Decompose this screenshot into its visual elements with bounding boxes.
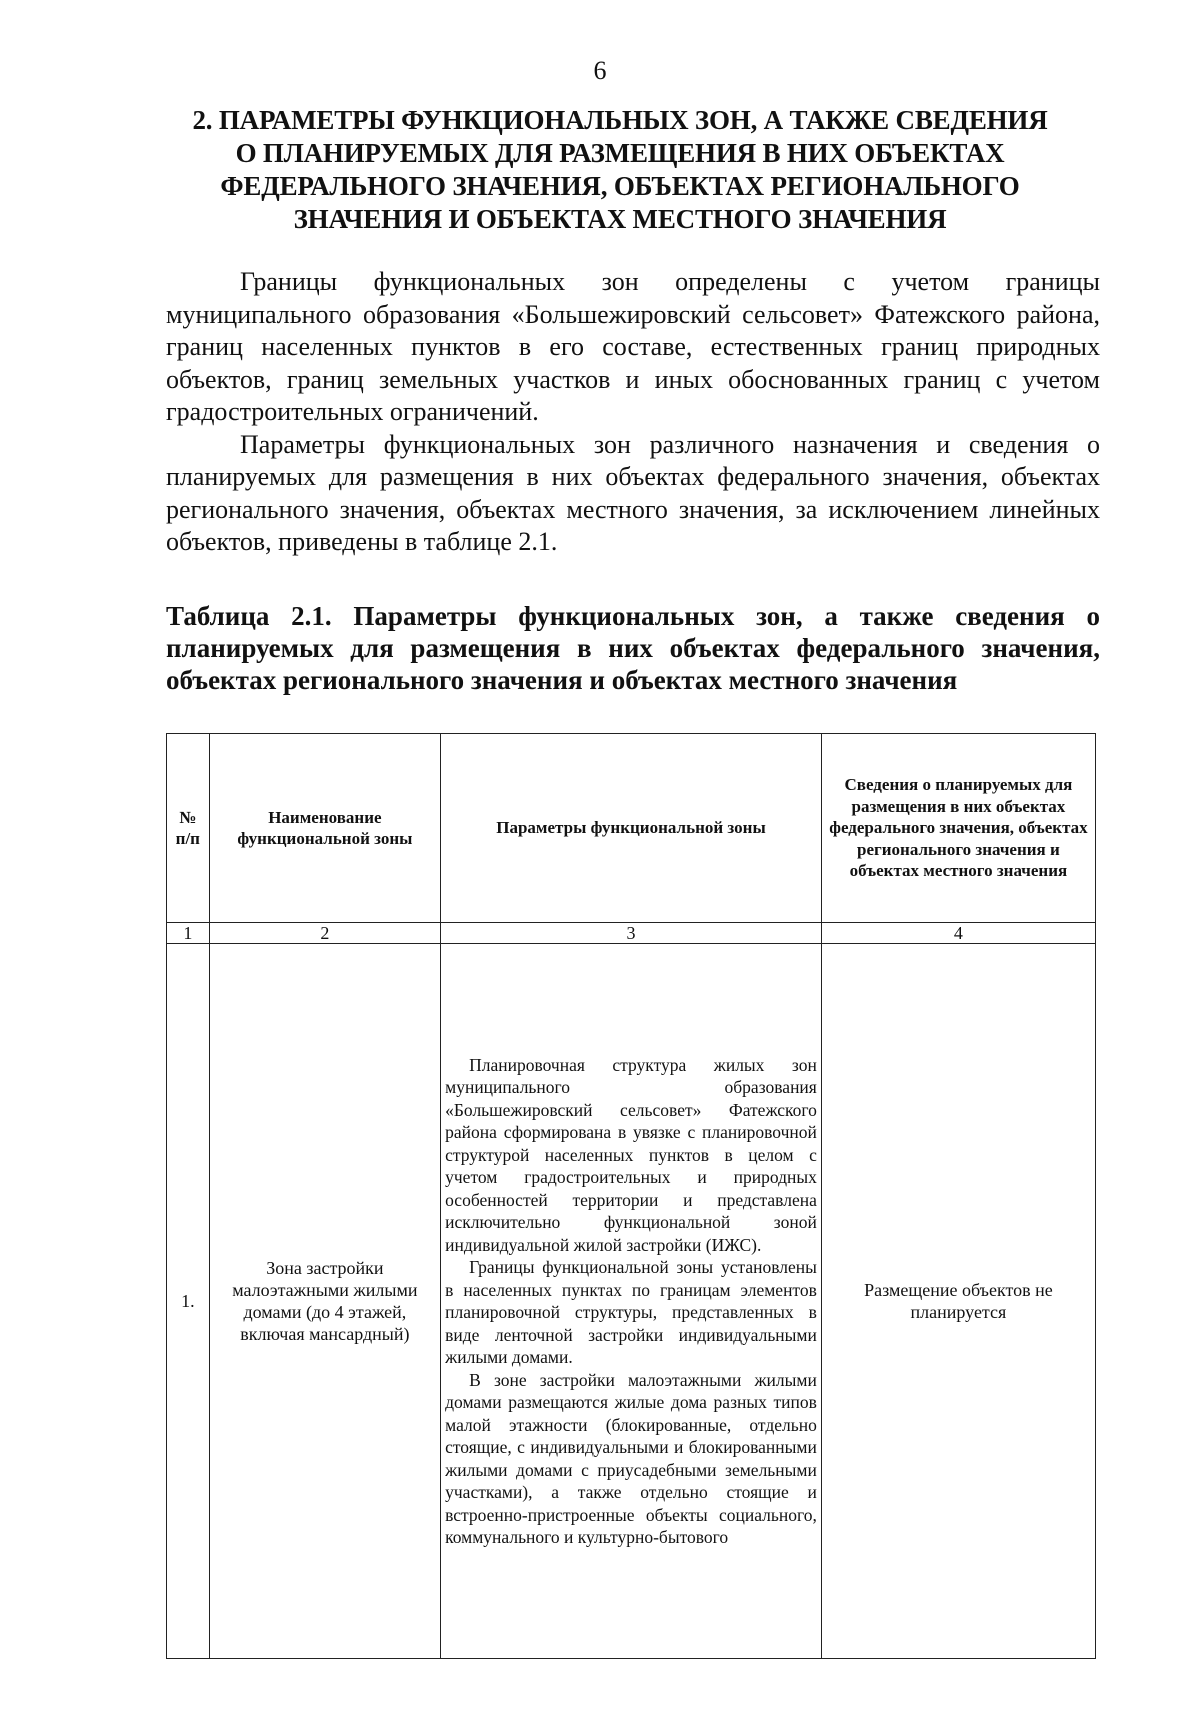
page-number: 6 (593, 56, 607, 85)
table-row (167, 944, 1096, 1659)
zones-table (166, 733, 1096, 1659)
params-paragraph: Планировочная структура жилых зон муниципального образования «Большежировский сельсовет» Фатежского района сформирована в увязке с планировочной структурой населенных пунктов в целом с учетом градостроительных и природных особенностей территории и представлена исключительно функциональной зоной индивидуальной жилой застройки (ИЖС). (445, 1054, 817, 1255)
header-planned-objects: Сведения о планируемых для размещения в них объектах федерального значения, объектах регионального значения и объектах местного значения (821, 734, 1095, 923)
table-header-row (167, 734, 1096, 923)
header-zone-name: Наименование функциональной зоны (209, 734, 440, 923)
header-zone-params: Параметры функциональной зоны (441, 734, 822, 923)
column-number: 1 (167, 923, 210, 944)
paragraph: Границы функциональных зон определены с учетом границы муниципального образования «Большежировский сельсовет» Фатежского района, границ населенных пунктов в его составе, естественных границ природных объектов, границ земельных участков и иных обоснованных границ с учетом градостроительных ограничений. (166, 267, 1100, 426)
column-number: 4 (821, 923, 1095, 944)
body-text (166, 266, 1100, 559)
zone-name: Зона застройки малоэтажными жилыми домами (до 4 этажей, включая мансардный) (209, 944, 440, 1659)
table-caption: Таблица 2.1. Параметры функциональных зон, а также сведения о планируемых для размещения в них объектах федерального значения, объектах регионального значения и объектах местного значения (166, 601, 1100, 695)
column-number-row (167, 923, 1096, 944)
header-number: № п/п (167, 734, 210, 923)
paragraph: Параметры функциональных зон различного назначения и сведения о планируемых для размещения в них объектах федерального значения, объектах регионального значения, объектах местного значения, за исключением линейных объектов, приведены в таблице 2.1. (166, 429, 1100, 556)
column-number: 3 (441, 923, 822, 944)
planned-objects: Размещение объектов не планируется (821, 944, 1095, 1659)
heading-line: 2. ПАРАМЕТРЫ ФУНКЦИОНАЛЬНЫХ ЗОН, А ТАКЖЕ СВЕДЕНИЯ (192, 105, 1048, 135)
heading-line: ФЕДЕРАЛЬНОГО ЗНАЧЕНИЯ, ОБЪЕКТАХ РЕГИОНАЛЬНОГО (220, 171, 1020, 201)
heading-line: ЗНАЧЕНИЯ И ОБЪЕКТАХ МЕСТНОГО ЗНАЧЕНИЯ (293, 204, 947, 234)
section-heading (150, 104, 1090, 236)
row-number: 1. (167, 944, 210, 1659)
zone-params (441, 944, 822, 1659)
params-paragraph: В зоне застройки малоэтажными жилыми домами размещаются жилые дома разных типов малой этажности (блокированные, отдельно стоящие, с индивидуальными и блокированными жилыми домами с приусадебными земельными участками), а также отдельно стоящие и встроенно-пристроенные объекты социального, коммунального и культурно-бытового (445, 1369, 817, 1547)
heading-line: О ПЛАНИРУЕМЫХ ДЛЯ РАЗМЕЩЕНИЯ В НИХ ОБЪЕКТАХ (235, 138, 1005, 168)
params-paragraph: Границы функциональной зоны установлены в населенных пунктах по границам элементов планировочной структуры, представленных в виде ленточной застройки индивидуальными жилыми домами. (445, 1257, 817, 1367)
column-number: 2 (209, 923, 440, 944)
